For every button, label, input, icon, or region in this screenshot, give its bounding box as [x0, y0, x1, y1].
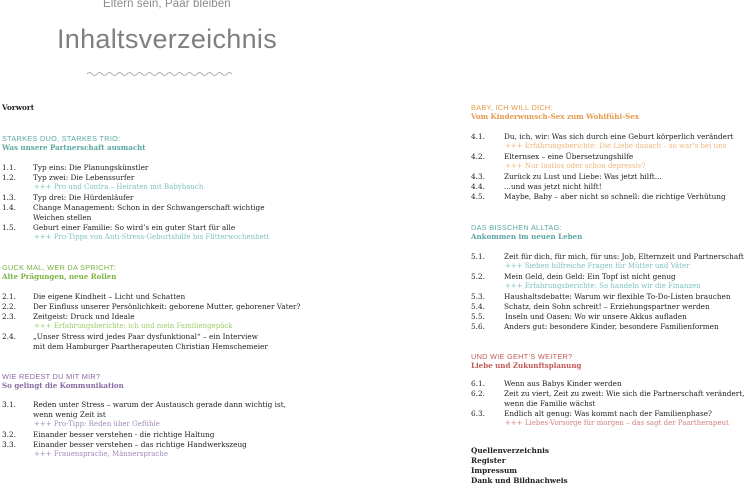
entry-number: 5.5. [471, 312, 485, 321]
entry-number: 3.1. [2, 400, 16, 409]
entry-text: Zeit zu viert, Zeit zu zweit: Wie sich die Partnerschaft verändert, [504, 389, 745, 398]
entry-text: Zeit für dich, für mich, für uns: Job, Elternzeit und Partnerschaft [504, 252, 744, 261]
section-3-subtitle: So gelingt die Kommunikation [2, 381, 124, 390]
entry-number: 5.2. [471, 272, 485, 281]
entry-text: Typ zwei: Die Lebenssurfer [33, 173, 135, 182]
section-3-caption: WIE REDEST DU MIT MIR? [2, 372, 101, 381]
entry-text: Haushaltsdebatte: Warum wir flexible To-Do-Listen brauchen [504, 292, 731, 301]
toc-entry-impressum[interactable]: Impressum [471, 466, 517, 475]
toc-extra[interactable]: +++ Nur lustlos oder schon depressiv? [505, 162, 646, 170]
entry-number: 6.2. [471, 389, 485, 398]
entry-number: 4.5. [471, 192, 485, 201]
entry-text: Maybe, Baby – aber nicht so schnell: die richtige Verhütung [504, 192, 726, 201]
toc-entry-continuation: wenn wenig Zeit ist [33, 410, 106, 419]
section-2-subtitle: Alte Prägungen, neue Rollen [2, 272, 117, 281]
entry-number: 3.2. [2, 430, 16, 439]
toc-extra[interactable]: +++ Erfahrungsberichte: So handeln wir die Finanzen [505, 282, 701, 290]
toc-extra[interactable]: +++ Liebes-Vorsorge für morgen – das sagt der Paartherapeut [505, 419, 729, 427]
entry-number: 2.2. [2, 302, 16, 311]
entry-text: Change Management: Schon in der Schwangerschaft wichtige [33, 203, 265, 212]
entry-number: 1.4. [2, 203, 16, 212]
entry-text: Du, ich, wir: Was sich durch eine Geburt körperlich verändert [504, 132, 734, 141]
toc-entry-continuation: Weichen stellen [33, 213, 92, 222]
entry-number: 4.1. [471, 132, 485, 141]
toc-entry-quellenverzeichnis[interactable]: Quellenverzeichnis [471, 446, 550, 455]
entry-text: Wenn aus Babys Kinder werden [504, 379, 622, 388]
entry-text: Der Einfluss unserer Persönlichkeit: geborene Mutter, geborener Vater? [33, 302, 301, 311]
entry-text: Schatz, dein Sohn schreit! – Erziehungspartner werden [504, 302, 710, 311]
entry-number: 5.3. [471, 292, 485, 301]
entry-number: 2.1. [2, 292, 16, 301]
toc-entry-register[interactable]: Register [471, 456, 506, 465]
entry-number: 5.4. [471, 302, 485, 311]
entry-number: 4.4. [471, 182, 485, 191]
wave-divider [87, 70, 233, 78]
section-5-caption: DAS BISSCHEN ALLTAG: [471, 223, 562, 232]
toc-entry-vorwort[interactable]: Vorwort [2, 103, 35, 112]
section-5-subtitle: Ankommen im neuen Leben [471, 232, 583, 241]
entry-text: Mein Geld, dein Geld: Ein Topf ist nicht genug [504, 272, 676, 281]
entry-text: ...und was jetzt nicht hilft! [504, 182, 602, 191]
entry-number: 2.4. [2, 332, 16, 341]
toc-entry-dank[interactable]: Dank und Bildnachweis [471, 476, 568, 485]
entry-text: Endlich alt genug: Was kommt nach der Familienphase? [504, 409, 712, 418]
section-6-subtitle: Liebe und Zukunftsplanung [471, 361, 582, 370]
entry-text: Elternsex – eine Übersetzungshilfe [504, 152, 634, 161]
entry-text: Geburt einer Familie: So wird’s ein guter Start für alle [33, 223, 236, 232]
section-4-subtitle: Vom Kinderwunsch-Sex zum Wohlfühl-Sex [471, 112, 639, 121]
book-title: Eltern sein, Paar bleiben [103, 0, 231, 10]
entry-number: 5.1. [471, 252, 485, 261]
toc-entry-continuation: wenn die Familie wächst [504, 399, 596, 408]
entry-number: 2.3. [2, 312, 16, 321]
section-1-subtitle: Was unsere Partnerschaft ausmacht [2, 143, 146, 152]
page-title: Inhaltsverzeichnis [57, 24, 278, 54]
section-1-caption: STARKES DUO, STARKES TRIO: [2, 134, 121, 143]
toc-extra[interactable]: +++ Erfahrungsberichte: ich und mein Familiengepäck [34, 322, 233, 330]
entry-text: Zeitgeist: Druck und Ideale [33, 312, 135, 321]
section-6-caption: UND WIE GEHT’S WEITER? [471, 352, 573, 361]
entry-number: 1.1. [2, 163, 16, 172]
entry-text: Einander besser verstehen - die richtige Haltung [33, 430, 215, 439]
entry-text: Anders gut: besondere Kinder, besondere Familienformen [504, 322, 719, 331]
entry-text: Reden unter Stress – warum der Austausch gerade dann wichtig ist, [33, 400, 286, 409]
entry-number: 6.3. [471, 409, 485, 418]
section-4-caption: BABY, ICH WILL DICH: [471, 103, 553, 112]
entry-text: Typ eins: Die Planungskünstler [33, 163, 149, 172]
entry-number: 4.3. [471, 172, 485, 181]
toc-extra[interactable]: +++ Sieben hilfreiche Fragen für Mütter und Väter [505, 262, 690, 270]
entry-number: 1.2. [2, 173, 16, 182]
entry-number: 4.2. [471, 152, 485, 161]
toc-entry-continuation: mit dem Hamburger Paartherapeuten Christian Hemschemeier [33, 342, 268, 351]
entry-text: Einander besser verstehen – das richtige Handwerkszeug [33, 440, 247, 449]
section-2-caption: GUCK MAL, WER DA SPRICHT: [2, 263, 116, 272]
entry-text: Zurück zu Lust und Liebe: Was jetzt hilft... [504, 172, 662, 181]
toc-extra[interactable]: +++ Pro-Tipps von Anti-Stress-Geburtshilfe bis Flitterwochenbett [34, 233, 270, 241]
entry-text: Typ drei: Die Hürdenläufer [33, 193, 134, 202]
entry-number: 6.1. [471, 379, 485, 388]
entry-number: 1.5. [2, 223, 16, 232]
toc-extra[interactable]: +++ Frauensprache, Männersprache [34, 450, 168, 458]
entry-number: 5.6. [471, 322, 485, 331]
entry-text: „Unser Stress wird jedes Paar dysfunktional“ – ein Interview [33, 332, 258, 341]
toc-extra[interactable]: +++ Erfahrungsberichte: Die Liebe danach – so war’s bei uns [505, 142, 727, 150]
entry-text: Die eigene Kindheit – Licht und Schatten [33, 292, 186, 301]
entry-text: Inseln und Oasen: Wo wir unsere Akkus aufladen [505, 312, 687, 321]
entry-number: 3.3. [2, 440, 16, 449]
toc-extra[interactable]: +++ Pro-Tipp: Reden über Gefühle [34, 420, 160, 428]
entry-number: 1.3. [2, 193, 16, 202]
toc-extra[interactable]: +++ Pro und Contra – Heiraten mit Babybauch [34, 183, 204, 191]
